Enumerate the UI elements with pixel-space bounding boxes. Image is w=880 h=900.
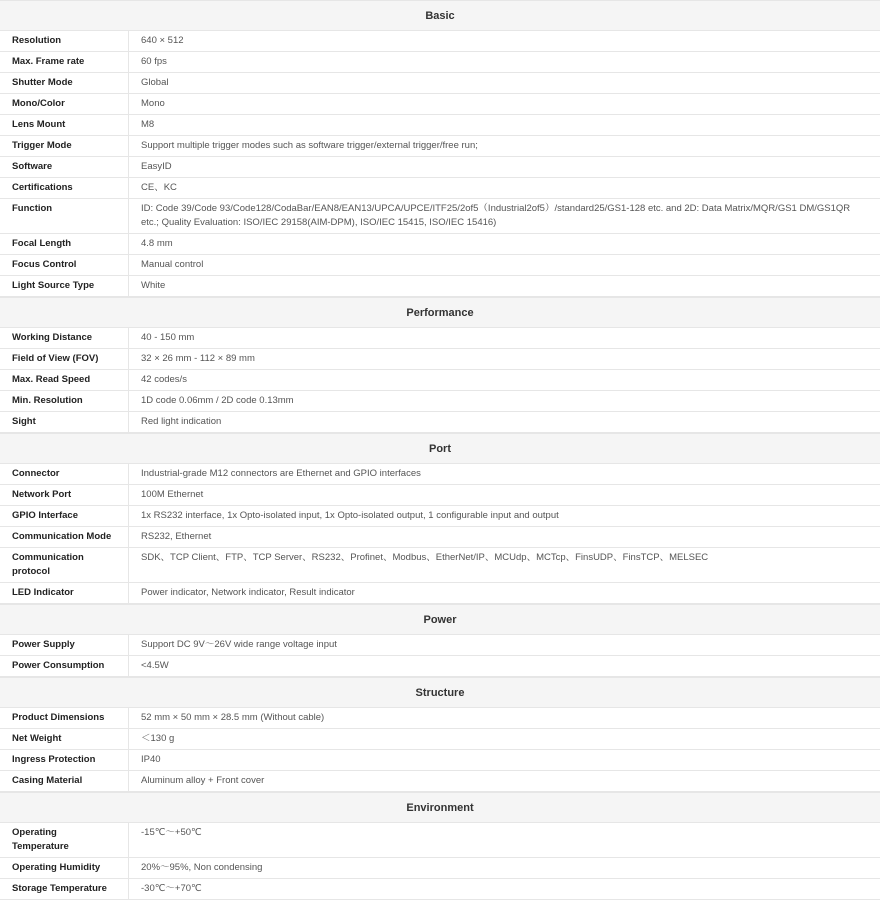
spec-label: Ingress Protection [0,750,129,770]
spec-label: Function [0,199,129,233]
spec-value: 1x RS232 interface, 1x Opto-isolated input, 1x Opto-isolated output, 1 configurable input and output [141,510,559,521]
spec-value: Global [141,77,169,88]
spec-row [0,548,880,583]
spec-row [0,412,880,433]
spec-label: Operating Humidity [0,858,129,878]
section-header-structure: Structure [0,677,880,708]
spec-row [0,879,880,900]
spec-label: Communication protocol [0,548,129,582]
spec-label: Working Distance [0,328,129,348]
spec-label: Focal Length [0,234,129,254]
spec-value: Support DC 9V～26V wide range voltage input [141,639,337,650]
spec-value: ID: Code 39/Code 93/Code128/CodaBar/EAN8/EAN13/UPCA/UPCE/ITF25/2of5（Industrial2of5）/standard25/GS1-128 etc. and 2D: Data Matrix/MQR/GS1 DM/GS1QR etc.; Quality Evaluation: ISO/IEC 29158(AIM-DPM), ISO/IEC 15415, ISO/IEC 15416) [141,203,851,228]
spec-label: Shutter Mode [0,73,129,93]
spec-value: CE、KC [141,182,177,193]
spec-row [0,656,880,677]
spec-row [0,506,880,527]
spec-value: 20%～95%, Non condensing [141,862,263,873]
spec-row [0,858,880,879]
spec-row [0,391,880,412]
spec-label: Mono/Color [0,94,129,114]
spec-row [0,157,880,178]
spec-row [0,349,880,370]
spec-label: Communication Mode [0,527,129,547]
spec-label: Resolution [0,31,129,51]
spec-row [0,708,880,729]
spec-value: White [141,280,166,291]
spec-row [0,635,880,656]
spec-label: Product Dimensions [0,708,129,728]
spec-label: GPIO Interface [0,506,129,526]
spec-row [0,823,880,858]
spec-value: Mono [141,98,165,109]
spec-label: Operating Temperature [0,823,129,857]
spec-row [0,52,880,73]
spec-value: Support multiple trigger modes such as software trigger/external trigger/free run; [141,140,478,151]
spec-value: SDK、TCP Client、FTP、TCP Server、RS232、Profinet、Modbus、EtherNet/IP、MCUdp、MCTcp、FinsUDP、FinsTCP、MELSEC [141,552,709,563]
spec-label: Field of View (FOV) [0,349,129,369]
spec-value: Red light indication [141,416,222,427]
spec-value: -30℃～+70℃ [141,883,202,894]
section-header-environment: Environment [0,792,880,823]
spec-row [0,199,880,234]
spec-row [0,370,880,391]
spec-label: Trigger Mode [0,136,129,156]
spec-row [0,234,880,255]
spec-value: 32 × 26 mm - 112 × 89 mm [141,353,255,364]
section-header-basic: Basic [0,0,880,31]
spec-row [0,750,880,771]
spec-row [0,255,880,276]
spec-value: 640 × 512 [141,35,184,46]
spec-value: Manual control [141,259,204,270]
spec-label: Light Source Type [0,276,129,296]
spec-row [0,527,880,548]
section-header-port: Port [0,433,880,464]
section-header-performance: Performance [0,297,880,328]
spec-label: Power Consumption [0,656,129,676]
spec-value: RS232, Ethernet [141,531,212,542]
spec-label: Min. Resolution [0,391,129,411]
spec-label: Storage Temperature [0,879,129,899]
spec-value: Industrial-grade M12 connectors are Ethernet and GPIO interfaces [141,468,421,479]
spec-value: M8 [141,119,155,130]
spec-label: Focus Control [0,255,129,275]
spec-value: 100M Ethernet [141,489,204,500]
spec-value: Aluminum alloy + Front cover [141,775,265,786]
spec-row [0,583,880,604]
spec-label: Connector [0,464,129,484]
spec-label: Network Port [0,485,129,505]
spec-value: 1D code 0.06mm / 2D code 0.13mm [141,395,294,406]
spec-value: IP40 [141,754,161,765]
spec-value: Power indicator, Network indicator, Result indicator [141,587,355,598]
spec-label: Net Weight [0,729,129,749]
spec-value: -15℃～+50℃ [141,827,202,838]
spec-value: 52 mm × 50 mm × 28.5 mm (Without cable) [141,712,325,723]
spec-row [0,73,880,94]
spec-row [0,771,880,792]
spec-label: LED Indicator [0,583,129,603]
spec-value: <4.5W [141,660,169,671]
spec-value: 40 - 150 mm [141,332,195,343]
spec-label: Lens Mount [0,115,129,135]
spec-label: Sight [0,412,129,432]
spec-row [0,115,880,136]
spec-row [0,178,880,199]
spec-value: 42 codes/s [141,374,187,385]
spec-row [0,94,880,115]
spec-row [0,31,880,52]
spec-value: 4.8 mm [141,238,173,249]
spec-value: 60 fps [141,56,167,67]
spec-label: Certifications [0,178,129,198]
spec-value: ＜130 g [141,733,175,744]
spec-label: Max. Frame rate [0,52,129,72]
spec-label: Software [0,157,129,177]
spec-label: Power Supply [0,635,129,655]
spec-row [0,464,880,485]
spec-value: EasyID [141,161,172,172]
spec-row [0,328,880,349]
spec-row [0,136,880,157]
spec-label: Casing Material [0,771,129,791]
spec-row [0,276,880,297]
spec-row [0,485,880,506]
section-header-power: Power [0,604,880,635]
spec-label: Max. Read Speed [0,370,129,390]
spec-row [0,729,880,750]
